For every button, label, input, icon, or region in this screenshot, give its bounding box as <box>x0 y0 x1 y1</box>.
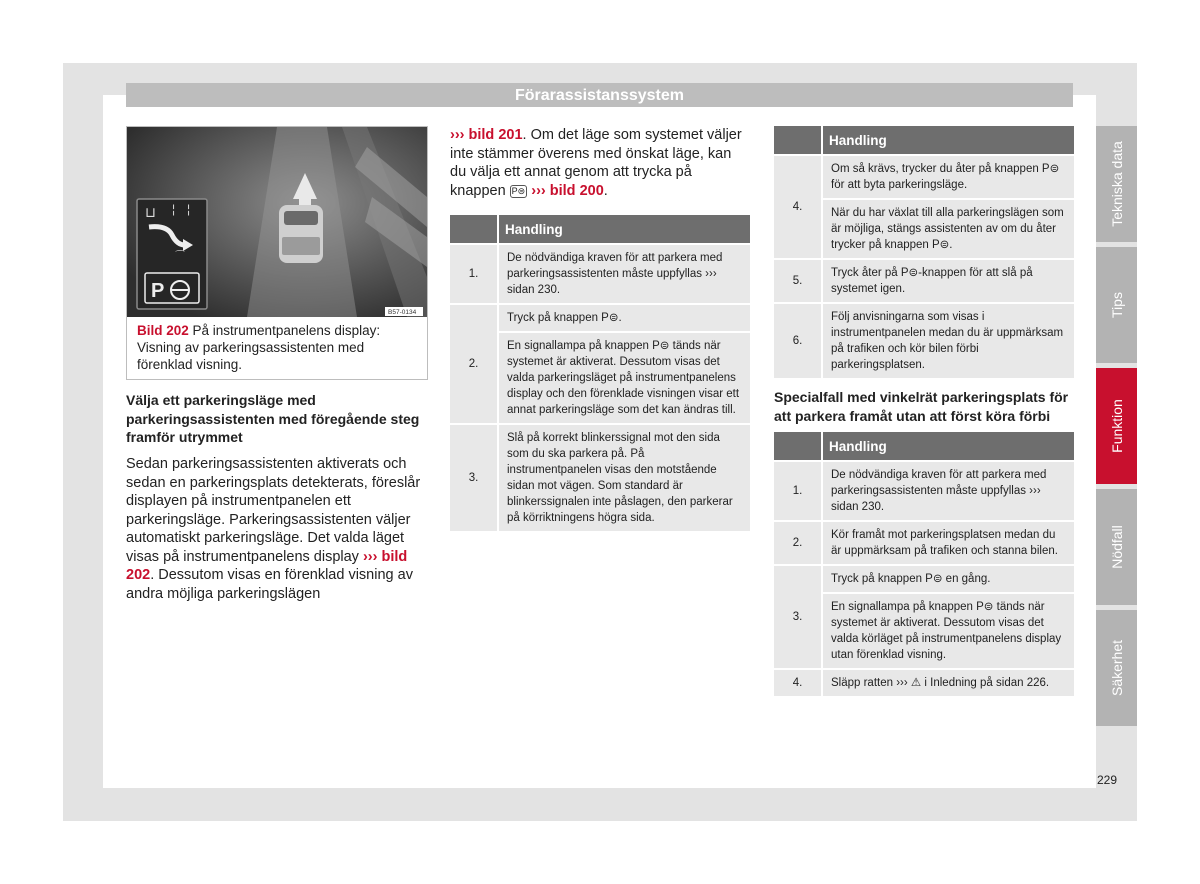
step-number: 6. <box>774 304 823 378</box>
step-text: De nödvändiga kraven för att parkera med parkeringsassistenten måste uppfyllas ››› sidan 230. <box>823 462 1074 520</box>
sidebar-tab-label: Tekniska data <box>1108 141 1125 227</box>
step-text: De nödvändiga kraven för att parkera med parkeringsassistenten måste uppfyllas ››› sidan 230. <box>499 245 750 303</box>
table-row <box>774 462 1074 520</box>
section-header: Förarassistanssystem <box>126 83 1073 107</box>
middle-steps-table <box>450 213 750 533</box>
table-header: Handling <box>823 432 1074 460</box>
table-header: Handling <box>499 215 750 243</box>
step-text: Följ anvisningarna som visas i instrumentpanelen medan du är uppmärksam på trafiken och kör bilen förbi parkeringsplatsen. <box>823 304 1074 378</box>
middle-intro-end: . <box>603 182 608 199</box>
step-text: Släpp ratten ››› ⚠ i Inledning på sidan 226. <box>823 670 1074 696</box>
step-number: 3. <box>774 566 823 668</box>
step-number: 5. <box>774 260 823 302</box>
step-text: En signallampa på knappen P⊜ tänds när systemet är aktiverat. Dessutom visas det valda körläget på instrumentpanelens display utan förenklad visning. <box>823 594 1074 668</box>
left-paragraph <box>126 455 426 603</box>
step-number: 4. <box>774 156 823 258</box>
left-heading: Välja ett parkeringsläge med parkeringsassistenten med föregående steg framför utrymmet <box>126 392 420 445</box>
sidebar-tab-label: Funktion <box>1108 399 1125 453</box>
figure-caption-ref[interactable]: Bild 202 <box>137 323 189 338</box>
table-header-num <box>774 126 823 154</box>
sidebar-tab-tekniska-data[interactable] <box>1096 126 1137 242</box>
figure-caption-text: På instrumentpanelens display: Visning av parkeringsassistenten med förenklad visning. <box>137 323 381 372</box>
left-paragraph-tail: . Dessutom visas en förenklad visning av andra möjliga parkeringslägen <box>126 567 413 602</box>
sidebar-tab-funktion[interactable] <box>1096 368 1137 484</box>
figure-202 <box>126 126 428 380</box>
middle-intro-text: . Om det läge som systemet väljer inte stämmer överens med önskat läge, kan du välja ett annat genom att trycka på knappen <box>450 127 742 199</box>
sidebar-tab-label: Säkerhet <box>1108 639 1125 697</box>
sidebar-tab-tips[interactable] <box>1096 247 1137 363</box>
table-header: Handling <box>823 126 1074 154</box>
table-row <box>450 305 750 331</box>
step-number: 4. <box>774 670 823 696</box>
table-header-num <box>450 215 499 243</box>
table-row <box>774 522 1074 564</box>
table-row <box>774 670 1074 696</box>
step-number: 3. <box>450 425 499 531</box>
table-row <box>774 304 1074 378</box>
step-number: 1. <box>450 245 499 303</box>
instrument-display-illustration <box>127 127 427 317</box>
figure-code: B57-0134 <box>388 309 417 316</box>
svg-text:⊔: ⊔ <box>145 204 156 220</box>
sidebar-tab-label: Tips <box>1108 292 1125 318</box>
step-text: En signallampa på knappen P⊜ tänds när systemet är aktiverat. Dessutom visas det valda parkeringsläget på instrumentpanelens display och den förenklade visningen visar ett annat parkeringsläge som det kan ändras till. <box>499 333 750 423</box>
figure-caption <box>137 322 419 373</box>
right-steps-table-2 <box>774 430 1074 698</box>
bild-201-link[interactable]: ››› bild 201 <box>450 127 523 143</box>
left-paragraph-text: Sedan parkeringsassistenten aktiverats och sedan en parkeringsplats detekterats, föreslår displayen på instrumentpanelen ett parkeringsläge. Parkeringsassistenten väljer automatiskt parkeringsläge. Det valda läget visas på instrumentpanelens display <box>126 456 421 565</box>
step-number: 1. <box>774 462 823 520</box>
table-row <box>774 566 1074 592</box>
svg-text:P: P <box>151 280 165 302</box>
svg-text:⌒: ⌒ <box>175 251 185 262</box>
table-row <box>774 156 1074 198</box>
step-text: Kör framåt mot parkeringsplatsen medan du är uppmärksam på trafiken och stanna bilen. <box>823 522 1074 564</box>
step-text: Slå på korrekt blinkerssignal mot den sida som du ska parkera på. På instrumentpanelen visas den motstående sidan mot vägen. Som standard är blinkerssignalen inte påslagen, den parkerar på körriktningens högra sida. <box>499 425 750 531</box>
svg-text:¦: ¦ <box>187 202 191 216</box>
right-steps-table-1 <box>774 124 1074 380</box>
park-button-icon: P⊜ <box>511 185 526 196</box>
step-number: 2. <box>450 305 499 423</box>
page-number: 229 <box>1097 773 1118 787</box>
right-heading: Specialfall med vinkelrät parkeringsplats för att parkera framåt utan att först köra förbi <box>774 389 1069 424</box>
bild-200-link[interactable]: ››› bild 200 <box>531 182 604 199</box>
table-row <box>450 245 750 303</box>
step-text: Om så krävs, trycker du åter på knappen P⊜ för att byta parkeringsläge. <box>823 156 1074 198</box>
step-text: När du har växlat till alla parkeringslägen som är möjliga, stängs assistenten av om du åter trycker på knappen P⊜. <box>823 200 1074 258</box>
table-header-num <box>774 432 823 460</box>
sidebar-tab-nodfall[interactable] <box>1096 489 1137 605</box>
step-number: 2. <box>774 522 823 564</box>
sidebar-tab-label: Nödfall <box>1108 525 1125 569</box>
sidebar-tab-sakerhet[interactable] <box>1096 610 1137 726</box>
step-text: Tryck åter på P⊜-knappen för att slå på systemet igen. <box>823 260 1074 302</box>
svg-text:¦: ¦ <box>172 202 176 216</box>
middle-intro <box>450 126 750 200</box>
step-text: Tryck på knappen P⊜. <box>499 305 750 331</box>
table-row <box>450 425 750 531</box>
step-text: Tryck på knappen P⊜ en gång. <box>823 566 1074 592</box>
bild-202-link[interactable]: ››› bild 202 <box>126 548 408 583</box>
table-row <box>774 260 1074 302</box>
